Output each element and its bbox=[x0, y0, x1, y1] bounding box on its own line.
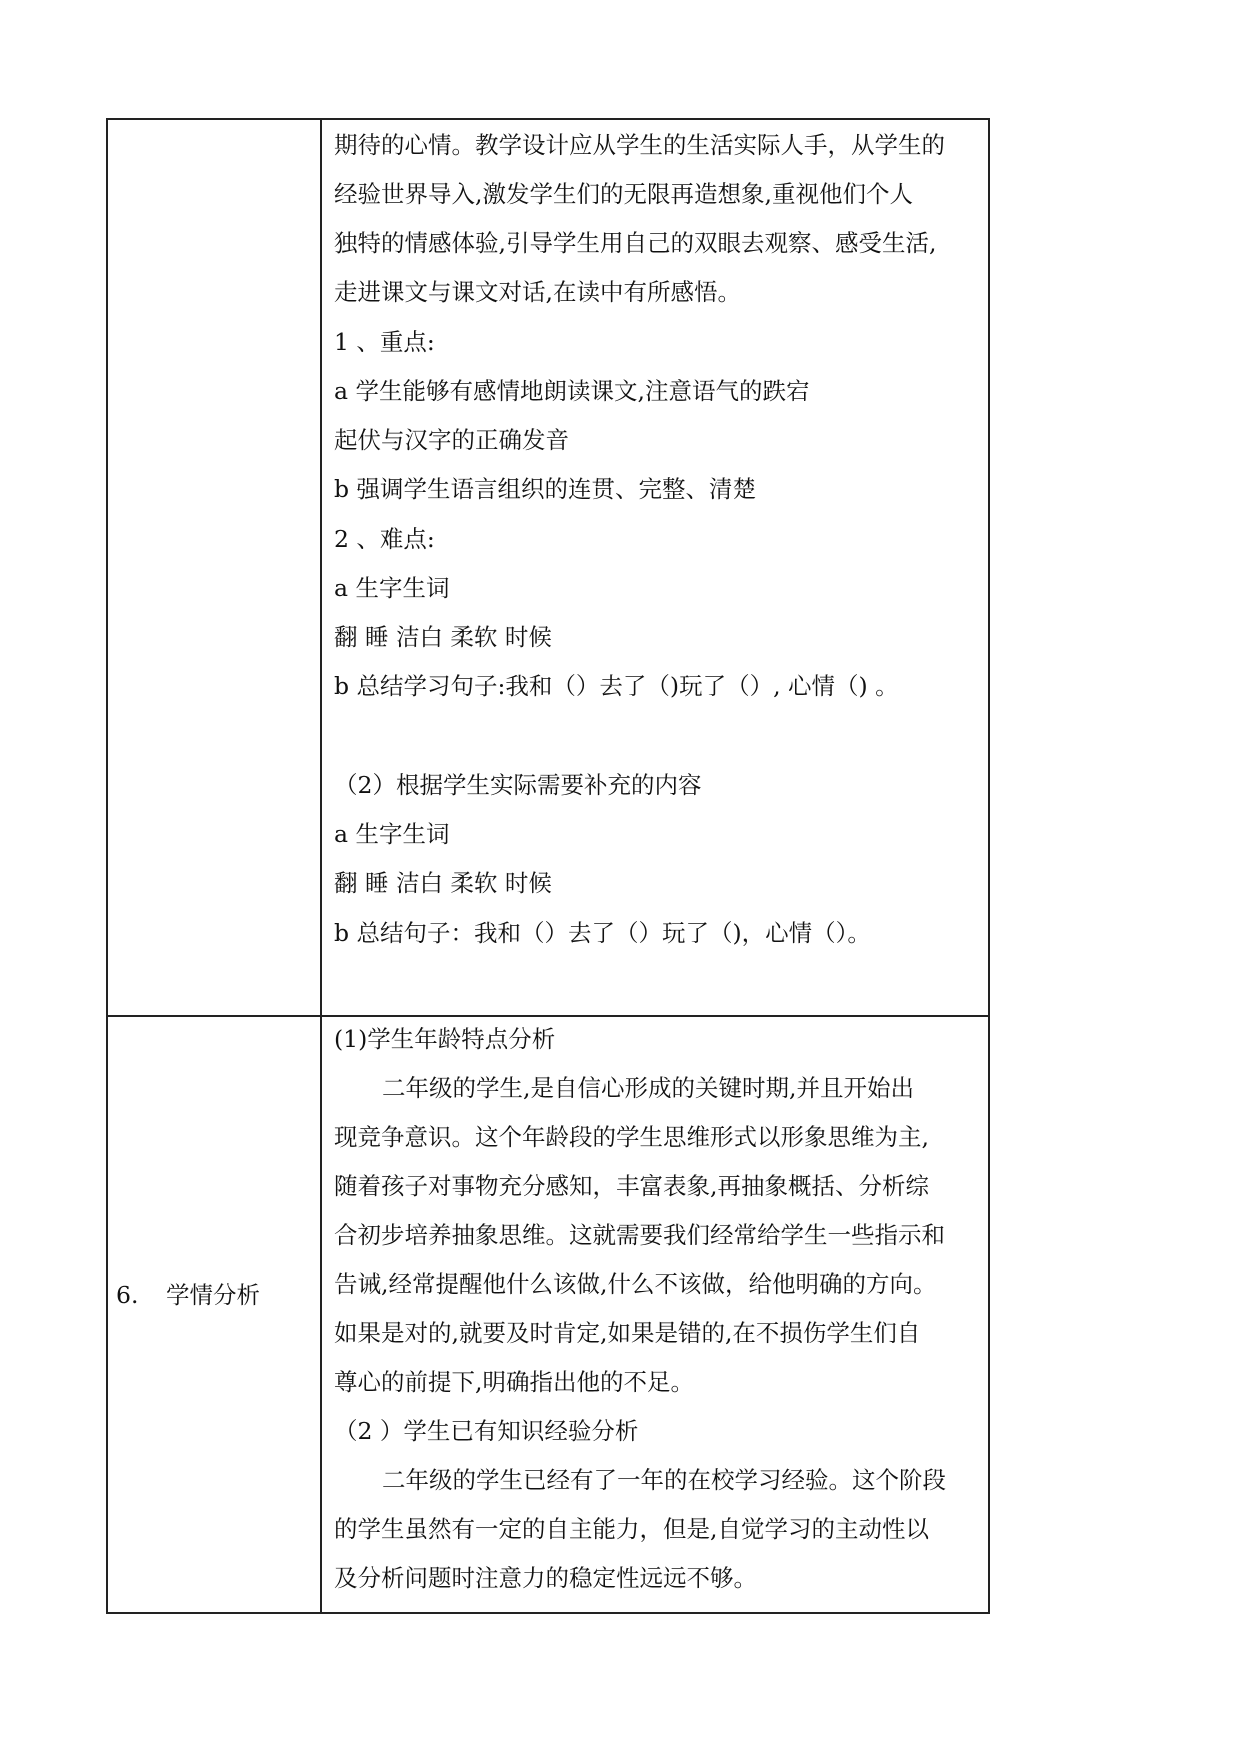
text-line: 翻 睡 洁白 柔软 时候 bbox=[334, 623, 552, 651]
text-line: （2 ）学生已有知识经验分析 bbox=[334, 1417, 639, 1445]
lesson-plan-table bbox=[106, 118, 990, 1614]
table-border-bottom bbox=[106, 1612, 990, 1614]
row1-content-cell bbox=[334, 130, 982, 1010]
text-line: 二年级的学生,是自信心形成的关键时期,并且开始出 bbox=[382, 1074, 914, 1102]
text-line: 起伏与汉字的正确发音 bbox=[334, 426, 569, 454]
text-line: 经验世界导入,激发学生们的无限再造想象,重视他们个人 bbox=[334, 180, 913, 208]
text-line: 独特的情感体验,引导学生用自己的双眼去观察、感受生活, bbox=[334, 229, 937, 257]
text-line: 如果是对的,就要及时肯定,如果是错的,在不损伤学生们自 bbox=[334, 1319, 921, 1347]
text-line: 的学生虽然有一定的自主能力，但是,自觉学习的主动性以 bbox=[334, 1515, 929, 1543]
table-border-right bbox=[988, 118, 990, 1614]
text-line: 1 、重点: bbox=[334, 328, 435, 356]
text-line: 期待的心情。教学设计应从学生的生活实际人手，从学生的 bbox=[334, 131, 945, 159]
row2-label-number: 6. bbox=[116, 1281, 139, 1309]
row2-label-cell bbox=[108, 1017, 320, 1612]
text-line: b 总结学习句子:我和（）去了（)玩了（）, 心情（) 。 bbox=[334, 672, 899, 700]
text-line: 告诫,经常提醒他什么该做,什么不该做，给他明确的方向。 bbox=[334, 1270, 937, 1298]
row2-content-cell bbox=[334, 1024, 982, 1609]
text-line: (1)学生年龄特点分析 bbox=[334, 1025, 556, 1053]
text-line: 走进课文与课文对话,在读中有所感悟。 bbox=[334, 278, 741, 306]
text-line: 随着孩子对事物充分感知，丰富表象,再抽象概括、分析综 bbox=[334, 1172, 929, 1200]
text-line: 翻 睡 洁白 柔软 时候 bbox=[334, 869, 552, 897]
row2-label-text: 学情分析 bbox=[166, 1281, 260, 1309]
text-line: b 总结句子：我和（）去了（）玩了（)，心情（）。 bbox=[334, 919, 871, 947]
row1-label-cell bbox=[108, 120, 320, 1015]
text-line: b 强调学生语言组织的连贯、完整、清楚 bbox=[334, 475, 757, 503]
column-divider bbox=[320, 118, 322, 1614]
text-line: a 学生能够有感情地朗读课文,注意语气的跌宕 bbox=[334, 377, 810, 405]
text-line: 二年级的学生已经有了一年的在校学习经验。这个阶段 bbox=[382, 1466, 946, 1494]
text-line: （2）根据学生实际需要补充的内容 bbox=[334, 771, 702, 799]
text-line: 现竞争意识。这个年龄段的学生思维形式以形象思维为主, bbox=[334, 1123, 929, 1151]
text-line: 及分析问题时注意力的稳定性远远不够。 bbox=[334, 1564, 757, 1592]
text-line: a 生字生词 bbox=[334, 574, 450, 602]
text-line: a 生字生词 bbox=[334, 820, 450, 848]
text-line: 2 、难点: bbox=[334, 525, 435, 553]
text-line: 合初步培养抽象思维。这就需要我们经常给学生一些指示和 bbox=[334, 1221, 945, 1249]
text-line: 尊心的前提下,明确指出他的不足。 bbox=[334, 1368, 694, 1396]
